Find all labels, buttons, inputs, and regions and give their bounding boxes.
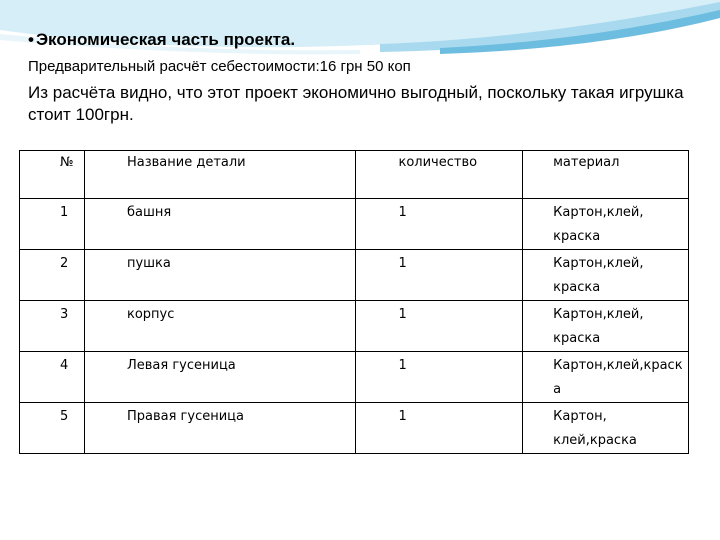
table-cell: Картон,клей, краска <box>523 250 689 301</box>
table-row <box>20 352 689 403</box>
table-cell: Картон,клей, краска <box>523 301 689 352</box>
table-cell: Картон, клей,краска <box>523 403 689 454</box>
table-row <box>20 250 689 301</box>
table-cell: корпус <box>84 301 356 352</box>
table-cell: Правая гусеница <box>84 403 356 454</box>
header-cell-part-name: Название детали <box>84 151 356 199</box>
table-row <box>20 403 689 454</box>
table-cell: 2 <box>20 250 85 301</box>
table-header-row <box>20 151 689 199</box>
table-cell: пушка <box>84 250 356 301</box>
header-cell-quantity: количество <box>356 151 523 199</box>
slide-title-text: Экономическая часть проекта. <box>35 30 296 49</box>
table-cell: 1 <box>356 199 523 250</box>
table-cell: 4 <box>20 352 85 403</box>
table-cell: Картон,клей, краска <box>523 199 689 250</box>
table-cell: 1 <box>356 250 523 301</box>
table-cell: 5 <box>20 403 85 454</box>
table-cell: 1 <box>356 301 523 352</box>
header-cell-number: № <box>20 151 85 199</box>
header-cell-material: материал <box>523 151 689 199</box>
bullet-icon: • <box>28 30 34 49</box>
parts-table <box>19 150 689 454</box>
slide-title <box>28 30 295 50</box>
table-cell: 3 <box>20 301 85 352</box>
slide-body-text: Из расчёта видно, что этот проект экономично выгодный, поскольку такая игрушка стоит 100грн. <box>28 83 684 124</box>
table-cell: 1 <box>356 352 523 403</box>
table-cell: 1 <box>356 403 523 454</box>
table-cell: Картон,клей,краска <box>523 352 689 403</box>
table-cell: 1 <box>20 199 85 250</box>
slide-subtitle: Предварительный расчёт себестоимости:16 грн 50 коп <box>28 58 411 75</box>
table-cell: Левая гусеница <box>84 352 356 403</box>
table-row <box>20 199 689 250</box>
table-row <box>20 301 689 352</box>
table-cell: башня <box>84 199 356 250</box>
